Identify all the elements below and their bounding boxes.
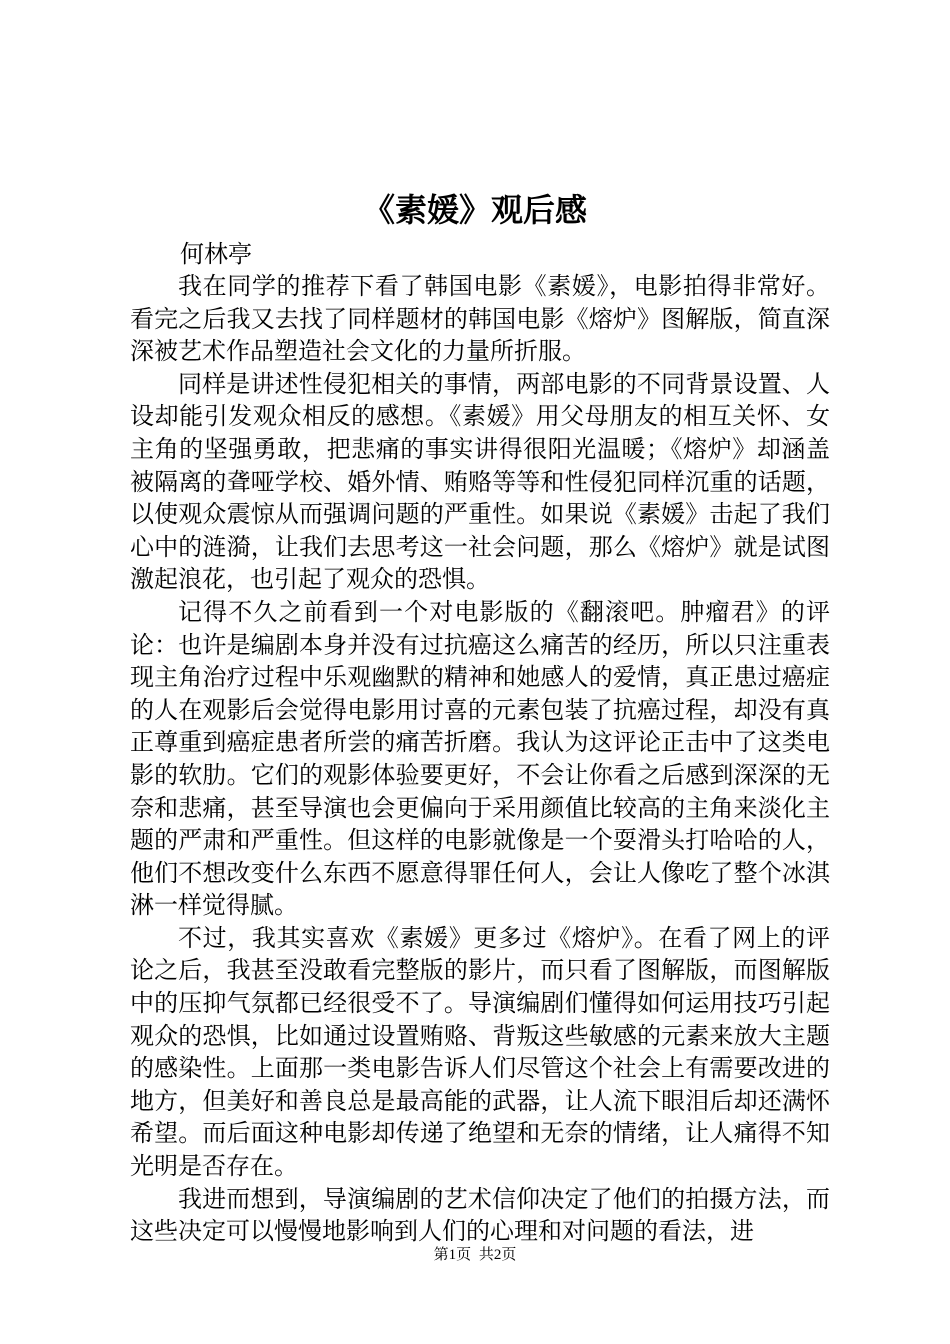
page-footer [0,1245,950,1265]
paragraph: 我进而想到，导演编剧的艺术信仰决定了他们的拍摄方法，而这些决定可以慢慢地影响到人们的心理和对问题的看法，进 [130,1184,830,1246]
page-number-current: 第1页 [433,1247,472,1263]
page-number-total: 共2页 [478,1247,517,1263]
paragraph: 记得不久之前看到一个对电影版的《翻滚吧。肿瘤君》的评论：也许是编剧本身并没有过抗癌这么痛苦的经历，所以只注重表现主角治疗过程中乐观幽默的精神和她感人的爱情，真正患过癌症的人在观影后会觉得电影用讨喜的元素包装了抗癌过程，却没有真正尊重到癌症患者所尝的痛苦折磨。我认为这评论正击中了这类电影的软肋。它们的观影体验要更好，不会让你看之后感到深深的无奈和悲痛，甚至导演也会更偏向于采用颜值比较高的主角来淡化主题的严肃和严重性。但这样的电影就像是一个耍滑头打哈哈的人，他们不想改变什么东西不愿意得罪任何人，会让人像吃了整个冰淇淋一样觉得腻。 [130,597,830,920]
paragraph: 不过，我其实喜欢《素媛》更多过《熔炉》。在看了网上的评论之后，我甚至没敢看完整版的影片，而只看了图解版，而图解版中的压抑气氛都已经很受不了。导演编剧们懂得如何运用技巧引起观众的恐惧，比如通过设置贿赂、背叛这些敏感的元素来放大主题的感染性。上面那一类电影告诉人们尽管这个社会上有需要改进的地方，但美好和善良总是最高能的武器，让人流下眼泪后却还满怀希望。而后面这种电影却传递了绝望和无奈的情绪，让人痛得不知光明是否存在。 [130,923,830,1181]
document-body [130,270,830,1248]
paragraph: 我在同学的推荐下看了韩国电影《素媛》，电影拍得非常好。看完之后我又去找了同样题材的韩国电影《熔炉》图解版，简直深深被艺术作品塑造社会文化的力量所折服。 [130,272,830,366]
paragraph: 同样是讲述性侵犯相关的事情，两部电影的不同背景设置、人设却能引发观众相反的感想。《素媛》用父母朋友的相互关怀、女主角的坚强勇敢，把悲痛的事实讲得很阳光温暖；《熔炉》却涵盖被隔离的聋哑学校、婚外情、贿赂等等和性侵犯同样沉重的话题，以使观众震惊从而强调问题的严重性。如果说《素媛》击起了我们心中的涟漪，让我们去思考这一社会问题，那么《熔炉》就是试图激起浪花，也引起了观众的恐惧。 [130,369,830,594]
author-name: 何林亭 [180,240,252,268]
document-title: 《素媛》观后感 [362,191,587,229]
